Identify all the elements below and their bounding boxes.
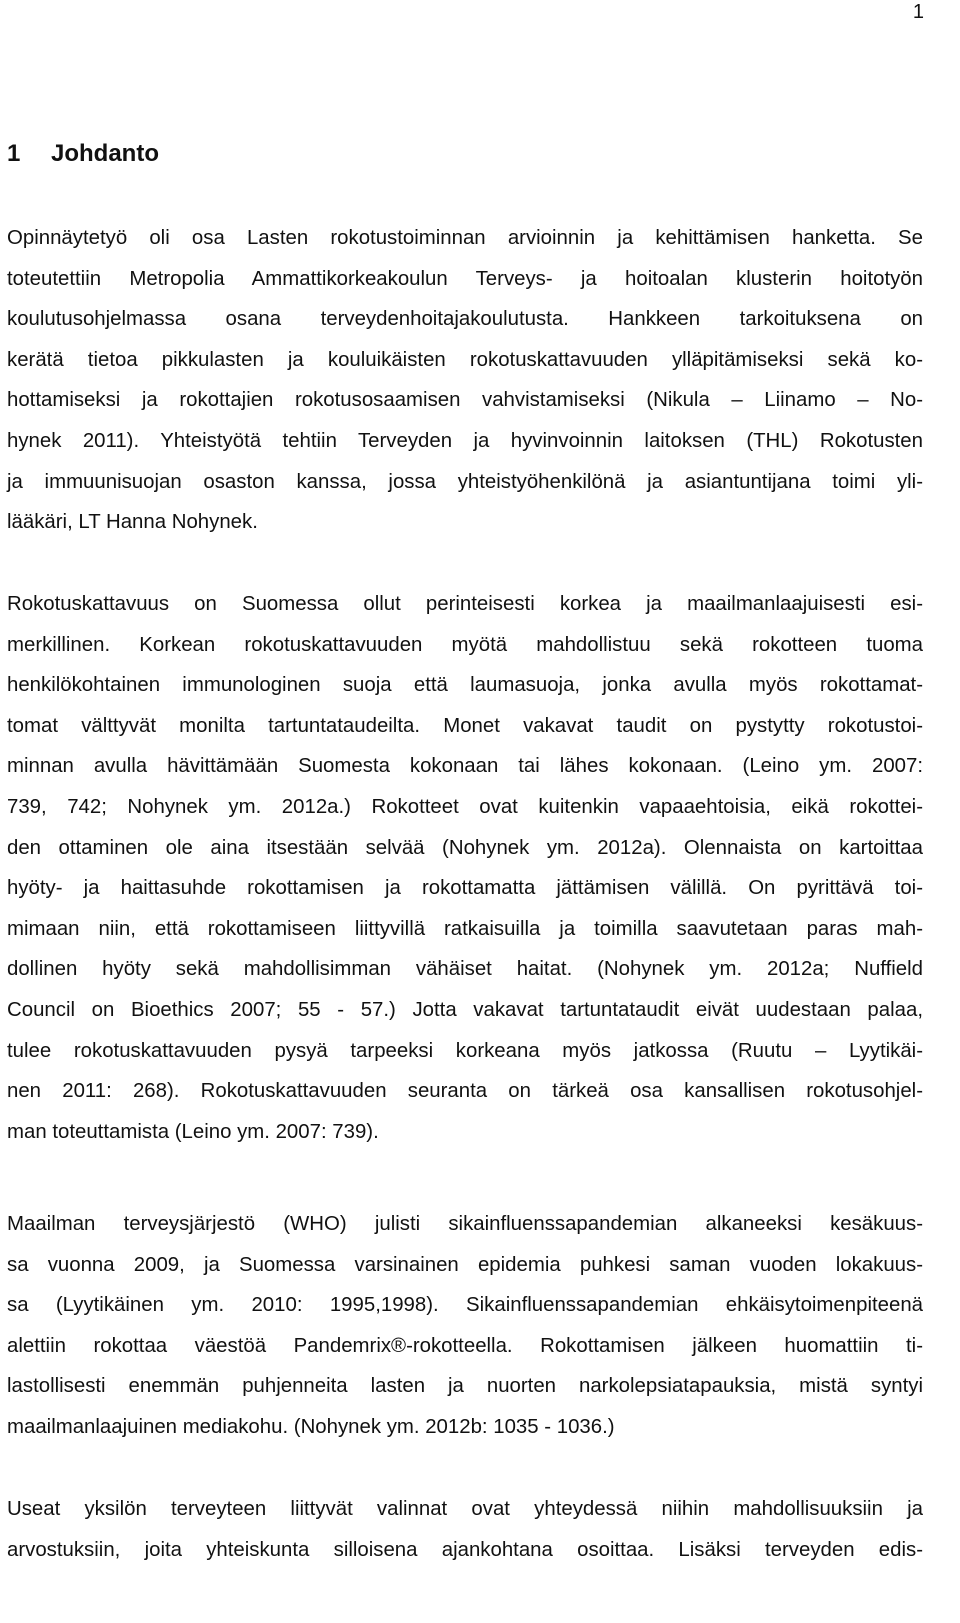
- page-number: 1: [912, 1, 924, 23]
- text-line: nen 2011: 268). Rokotuskattavuuden seuranta on tärkeä osa kansallisen rokotusohjel-: [7, 1080, 923, 1103]
- text-line: hottamiseksi ja rokottajien rokotusosaamisen vahvistamiseksi (Nikula – Liinamo – No-: [7, 389, 923, 412]
- text-line: kerätä tietoa pikkulasten ja kouluikäisten rokotuskattavuuden ylläpitämiseksi sekä ko-: [7, 348, 923, 371]
- text-line: maailmanlaajuinen mediakohu. (Nohynek ym. 2012b: 1035 - 1036.): [7, 1415, 615, 1438]
- text-line: sa vuonna 2009, ja Suomessa varsinainen epidemia puhkesi saman vuoden lokakuus-: [7, 1253, 923, 1276]
- chapter-heading: [7, 138, 159, 170]
- paragraph-3: [7, 1204, 923, 1448]
- text-line: ja immuunisuojan osaston kanssa, jossa yhteistyöhenkilönä ja asiantuntijana toimi yli-: [7, 470, 923, 493]
- text-line: Maailman terveysjärjestö (WHO) julisti sikainfluenssapandemian alkaneeksi kesäkuus-: [7, 1213, 923, 1235]
- paragraph-1: [7, 218, 923, 543]
- text-line: alettiin rokottaa väestöä Pandemrix®-rokotteella. Rokottamisen jälkeen huomattiin ti-: [7, 1334, 923, 1357]
- text-line: Useat yksilön terveyteen liittyvät valinnat ovat yhteydessä niihin mahdollisuuksiin ja: [7, 1498, 923, 1520]
- text-line: 739, 742; Nohynek ym. 2012a.) Rokotteet ovat kuitenkin vapaaehtoisia, eikä rokottei-: [7, 795, 923, 818]
- text-line: dollinen hyöty sekä mahdollisimman vähäiset haitat. (Nohynek ym. 2012a; Nuffield: [7, 958, 923, 981]
- text-line: den ottaminen ole aina itsestään selvää (Nohynek ym. 2012a). Olennaista on kartoittaa: [7, 836, 923, 859]
- paragraph-4: [7, 1489, 923, 1570]
- text-line: koulutusohjelmassa osana terveydenhoitajakoulutusta. Hankkeen tarkoituksena on: [7, 308, 923, 331]
- text-line: Council on Bioethics 2007; 55 - 57.) Jotta vakavat tartuntataudit eivät uudestaan palaa,: [7, 998, 923, 1021]
- chapter-number: 1: [7, 140, 21, 167]
- text-line: Opinnäytetyö oli osa Lasten rokotustoiminnan arvioinnin ja kehittämisen hanketta. Se: [7, 227, 923, 249]
- text-line: minnan avulla hävittämään Suomesta kokonaan tai lähes kokonaan. (Leino ym. 2007:: [7, 755, 923, 778]
- text-line: lastollisesti enemmän puhjenneita lasten ja nuorten narkolepsiatapauksia, mistä syntyi: [7, 1375, 923, 1398]
- paragraph-2: [7, 584, 923, 1152]
- text-line: sa (Lyytikäinen ym. 2010: 1995,1998). Sikainfluenssapandemian ehkäisytoimenpiteenä: [7, 1294, 923, 1317]
- text-line: arvostuksiin, joita yhteiskunta silloisena ajankohtana osoittaa. Lisäksi terveyden edis-: [7, 1538, 923, 1561]
- text-line: hyöty- ja haittasuhde rokottamisen ja rokottamatta jättämisen välillä. On pyrittävä toi-: [7, 877, 923, 900]
- text-line: Rokotuskattavuus on Suomessa ollut perinteisesti korkea ja maailmanlaajuisesti esi-: [7, 593, 923, 615]
- text-line: henkilökohtainen immunologinen suoja että laumasuoja, jonka avulla myös rokottamat-: [7, 674, 923, 697]
- text-line: lääkäri, LT Hanna Nohynek.: [7, 511, 258, 534]
- chapter-title: Johdanto: [51, 140, 159, 167]
- text-line: man toteuttamista (Leino ym. 2007: 739).: [7, 1120, 379, 1143]
- text-line: tulee rokotuskattavuuden pysyä tarpeeksi korkeana myös jatkossa (Ruutu – Lyytikäi-: [7, 1039, 923, 1062]
- text-line: toteutettiin Metropolia Ammattikorkeakoulun Terveys- ja hoitoalan klusterin hoitotyön: [7, 267, 923, 290]
- text-line: merkillinen. Korkean rokotuskattavuuden myötä mahdollistuu sekä rokotteen tuoma: [7, 633, 923, 656]
- text-line: tomat välttyvät monilta tartuntataudeilta. Monet vakavat taudit on pystytty rokotustoi-: [7, 714, 923, 737]
- text-line: mimaan niin, että rokottamiseen liittyvillä ratkaisuilla ja toimilla saavutetaan paras mah-: [7, 917, 923, 940]
- text-line: hynek 2011). Yhteistyötä tehtiin Terveyden ja hyvinvoinnin laitoksen (THL) Rokotusten: [7, 429, 923, 452]
